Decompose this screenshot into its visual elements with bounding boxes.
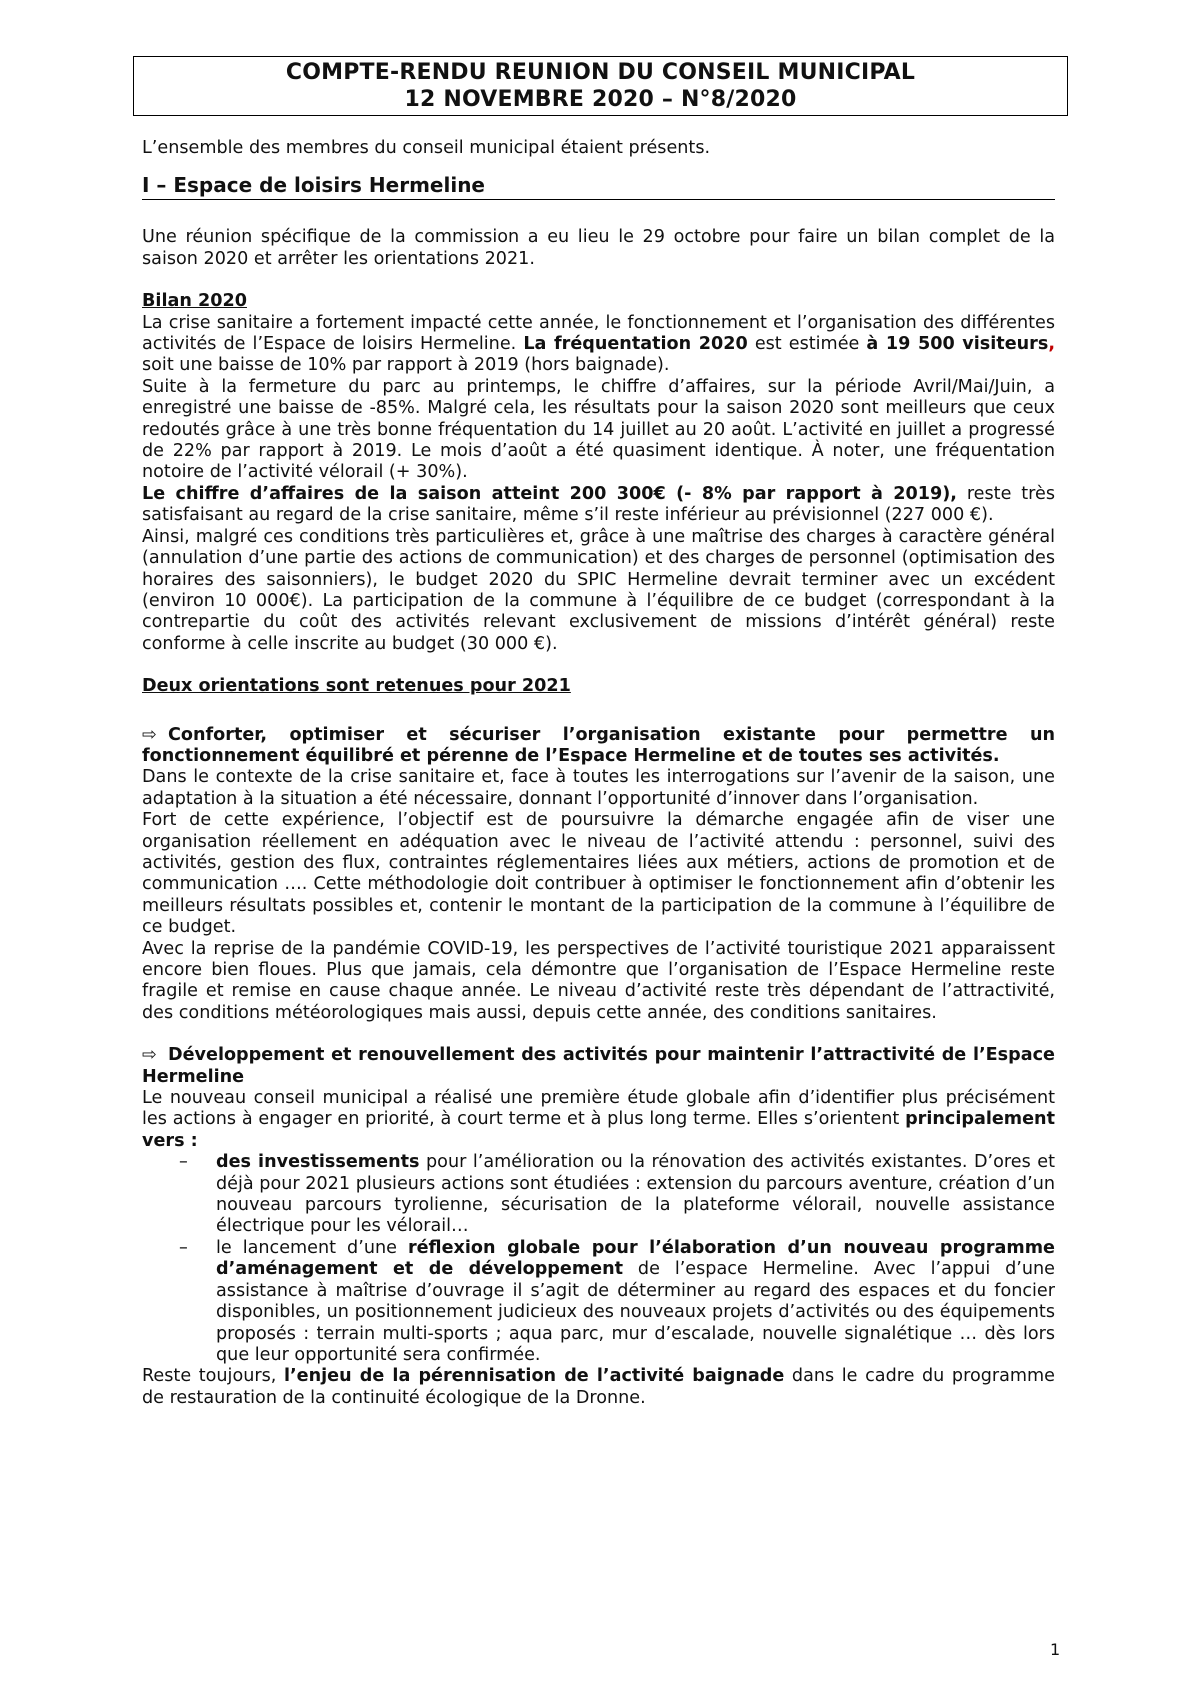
paragraph: Avec la reprise de la pandémie COVID-19, les perspectives de l’activité touristique 2021 apparaissent encore bien floues. Plus que jamais, cela démontre que l’organisation de l’Espace Hermeline reste fragile et remise en cause chaque année. Le niveau d’activité reste très dépendant de l’attractivité, des conditions météorologiques mais aussi, depuis cette année, des conditions sanitaires.	[142, 938, 1055, 1023]
title-box	[133, 56, 1068, 116]
paragraph-frequentation: La crise sanitaire a fortement impacté cette année, le fonctionnement et l’organisation des différentes activités de l’Espace de loisirs Hermeline. La fréquentation 2020 est estimée à 19 500 visiteurs, soit une baisse de 10% par rapport à 2019 (hors baignade).	[142, 312, 1055, 376]
paragraph: Le nouveau conseil municipal a réalisé une première étude globale afin d’identifier plus précisément les actions à engager en priorité, à court terme et à plus long terme. Elles s’orientent principalement vers :	[142, 1088, 1055, 1151]
page-number: 1	[1050, 1640, 1061, 1659]
document-body	[142, 138, 1055, 1409]
actions-list	[142, 1152, 1055, 1366]
arrow-right-icon: ⇨	[142, 1045, 157, 1066]
paragraph: Suite à la fermeture du parc au printemps, le chiffre d’affaires, sur la période Avril/Mai/Juin, a enregistré une baisse de -85%. Malgré cela, les résultats pour la saison 2020 sont meilleurs que ceux redoutés grâce à une très bonne fréquentation du 14 juillet au 20 août. L’activité en juillet a progressé de 22% par rapport à 2019. Le mois d’août a été quasiment identique. À noter, une fréquentation notoire de l’activité vélorail (+ 30%).	[142, 376, 1055, 483]
subheading-orientations: Deux orientations sont retenues pour 2021	[142, 676, 571, 697]
subheading-bilan: Bilan 2020	[142, 291, 247, 312]
paragraph: Fort de cette expérience, l’objectif est de poursuivre la démarche engagée afin de viser une organisation réellement en adéquation avec le niveau de l’activité attendu : personnel, suivi des activités, gestion des flux, contraintes réglementaires liées aux métiers, actions de promotion et de communication …. Cette méthodologie doit contribuer à optimiser le fonctionnement afin d’obtenir les meilleurs résultats possibles et, contenir le montant de la participation de la commune à l’équilibre de ce budget.	[142, 810, 1055, 938]
orientation-1-title: ⇨ Conforter, optimiser et sécuriser l’organisation existante pour permettre un fonctionnement équilibré et pérenne de l’Espace Hermeline et de toutes ses activités.	[142, 724, 1055, 766]
list-item: – le lancement d’une réflexion globale pour l’élaboration d’un nouveau programme d’aménagement et de développement de l’espace Hermeline. Avec l’appui d’une assistance à maîtrise d’ouvrage il s’agit de déterminer au regard des espaces et du foncier disponibles, un positionnement judicieux des nouveaux projets d’activités ou des équipements proposés : terrain multi-sports ; aqua parc, mur d’escalade, nouvelle signalétique … dès lors que leur opportunité sera confirmée.	[179, 1237, 1056, 1365]
paragraph-closing: Reste toujours, l’enjeu de la pérennisation de l’activité baignade dans le cadre du programme de restauration de la continuité écologique de la Dronne.	[142, 1366, 1055, 1408]
paragraph-chiffre-affaires: Le chiffre d’affaires de la saison atteint 200 300€ (- 8% par rapport à 2019), reste très satisfaisant au regard de la crise sanitaire, même s’il reste inférieur au prévisionnel (227 000 €).	[142, 483, 1055, 526]
title-line-1: COMPTE-RENDU REUNION DU CONSEIL MUNICIPAL	[285, 60, 916, 85]
intro-text: L’ensemble des membres du conseil municipal étaient présents.	[142, 138, 711, 158]
list-item: – des investissements pour l’amélioration ou la rénovation des activités existantes. D’ores et déjà pour 2021 plusieurs actions sont étudiées : extension du parcours aventure, création d’un nouveau parcours tyrolienne, sécurisation de la plateforme vélorail, nouvelle assistance électrique pour les vélorail…	[179, 1152, 1055, 1237]
paragraph: Dans le contexte de la crise sanitaire et, face à toutes les interrogations sur l’avenir de la saison, une adaptation à la situation a été nécessaire, donnant l’opportunité d’innover dans l’organisation.	[142, 767, 1055, 809]
paragraph: Ainsi, malgré ces conditions très particulières et, grâce à une maîtrise des charges à caractère général (annulation d’une partie des actions de communication) et des charges de personnel (optimisation des horaires des saisonniers), le budget 2020 du SPIC Hermeline devrait terminer avec un excédent (environ 10 000€). La participation de la commune à l’équilibre de ce budget (correspondant à la contrepartie du coût des activités relevant exclusivement de missions d’intérêt général) reste conforme à celle inscrite au budget (30 000 €).	[142, 526, 1055, 654]
orientation-2-title: ⇨ Développement et renouvellement des activités pour maintenir l’attractivité de l’Espace Hermeline	[142, 1045, 1055, 1087]
title-line-2: 12 NOVEMBRE 2020 – N°8/2020	[404, 87, 797, 112]
paragraph: Une réunion spécifique de la commission a eu lieu le 29 octobre pour faire un bilan complet de la saison 2020 et arrêter les orientations 2021.	[142, 227, 1055, 269]
arrow-right-icon: ⇨	[142, 724, 157, 745]
section-heading: I – Espace de loisirs Hermeline	[142, 173, 1055, 200]
